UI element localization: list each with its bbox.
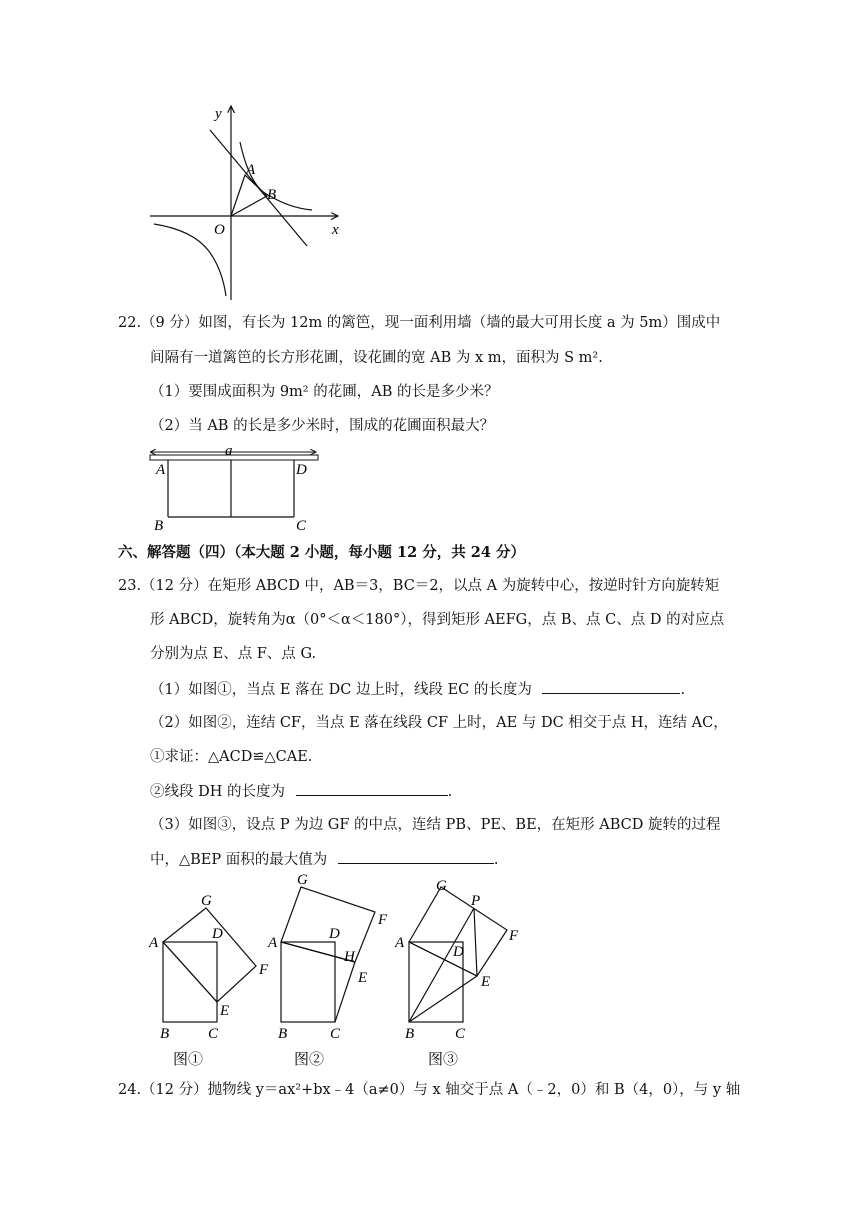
wall	[150, 455, 318, 460]
answer-blank-2[interactable]	[296, 781, 448, 796]
triangle-oab	[231, 175, 267, 216]
svg-text:G: G	[297, 872, 308, 888]
q23-part-3b: 中，△BEP 面积的最大值为 .	[150, 849, 498, 870]
svg-text:A: A	[395, 935, 405, 951]
q22-part-2: （2）当 AB 的长是多少米时，围成的花圃面积最大？	[150, 418, 495, 434]
svg-text:F: F	[259, 962, 269, 978]
svg-text:D: D	[212, 926, 223, 942]
label-d: D	[296, 462, 307, 478]
caption-fig-2: 图②	[294, 1052, 325, 1068]
label-x: x	[332, 222, 339, 238]
q23-line-1: 23.（12 分）在矩形 ABCD 中，AB＝3，BC＝2，以点 A 为旋转中心，按逆时针方向旋转矩	[118, 578, 720, 594]
q24-line-1: 24.（12 分）抛物线 y＝ax²+bx﹣4（a≠0）与 x 轴交于点 A（﹣2，0）和 B（4，0），与 y 轴	[118, 1082, 741, 1098]
q23-part-3a: （3）如图③，设点 P 为边 GF 的中点，连结 PB、PE、BE，在矩形 ABCD 旋转的过程	[150, 817, 721, 833]
svg-text:D: D	[329, 926, 340, 942]
label-c: C	[296, 518, 307, 534]
q23-part-3b-text: 中，△BEP 面积的最大值为	[150, 852, 328, 868]
svg-text:B: B	[160, 1026, 170, 1042]
label-b: B	[267, 187, 277, 203]
caption-fig-3: 图③	[428, 1052, 459, 1068]
svg-text:G: G	[436, 878, 447, 894]
label-a: A	[156, 462, 166, 478]
label-a-wall: a	[225, 443, 233, 459]
q23-part-1: （1）如图①，当点 E 落在 DC 边上时，线段 EC 的长度为 .	[150, 679, 685, 700]
svg-text:C: C	[455, 1026, 466, 1042]
svg-text:A: A	[149, 935, 159, 951]
q23-part-2a: ①求证：△ACD≌△CAE.	[150, 749, 313, 765]
coordinate-graph-figure	[140, 100, 350, 305]
svg-text:F: F	[378, 912, 388, 928]
q23-part-1-text: （1）如图①，当点 E 落在 DC 边上时，线段 EC 的长度为	[150, 682, 532, 698]
q23-part-2b-text: ②线段 DH 的长度为	[150, 784, 285, 800]
section-6-heading: 六、解答题（四）（本大题 2 小题，每小题 12 分，共 24 分）	[118, 544, 525, 561]
svg-text:C: C	[330, 1026, 341, 1042]
q23-line-3: 分别为点 E、点 F、点 G.	[150, 646, 317, 662]
q22-part-1: （1）要围成面积为 9m² 的花圃，AB 的长是多少米？	[150, 384, 499, 400]
svg-text:A: A	[268, 935, 278, 951]
q23-part-2b: ②线段 DH 的长度为 .	[150, 781, 452, 802]
svg-text:B: B	[405, 1026, 415, 1042]
svg-text:C: C	[208, 1026, 219, 1042]
label-b: B	[154, 518, 164, 534]
svg-text:G: G	[201, 893, 212, 909]
label-a: A	[246, 162, 256, 178]
svg-text:E: E	[481, 974, 491, 990]
label-o: O	[214, 222, 225, 238]
figure-2	[281, 887, 375, 1022]
svg-text:E: E	[358, 970, 368, 986]
svg-text:E: E	[220, 1003, 230, 1019]
svg-text:F: F	[509, 928, 519, 944]
q22-line-2: 间隔有一道篱笆的长方形花圃，设花圃的宽 AB 为 x m，面积为 S m².	[150, 350, 603, 366]
caption-fig-1: 图①	[173, 1052, 204, 1068]
q23-line-2: 形 ABCD，旋转角为α（0°＜α＜180°），得到矩形 AEFG，点 B、点 C、点 D 的对应点	[150, 612, 725, 628]
figure-1	[163, 908, 256, 1022]
q23-part-2: （2）如图②，连结 CF，当点 E 落在线段 CF 上时，AE 与 DC 相交于点 H，连结 AC，	[150, 715, 728, 731]
answer-blank-1[interactable]	[542, 679, 680, 694]
svg-text:H: H	[344, 949, 355, 965]
label-y: y	[215, 106, 222, 122]
svg-text:D: D	[453, 944, 464, 960]
q22-line-1: 22.（9 分）如图，有长为 12m 的篱笆，现一面利用墙（墙的最大可用长度 a 为 5m）围成中	[118, 315, 721, 331]
answer-blank-3[interactable]	[338, 849, 494, 864]
q23-figures	[140, 872, 540, 1072]
svg-text:B: B	[278, 1026, 288, 1042]
svg-text:P: P	[471, 893, 481, 909]
garden-figure	[145, 442, 325, 534]
